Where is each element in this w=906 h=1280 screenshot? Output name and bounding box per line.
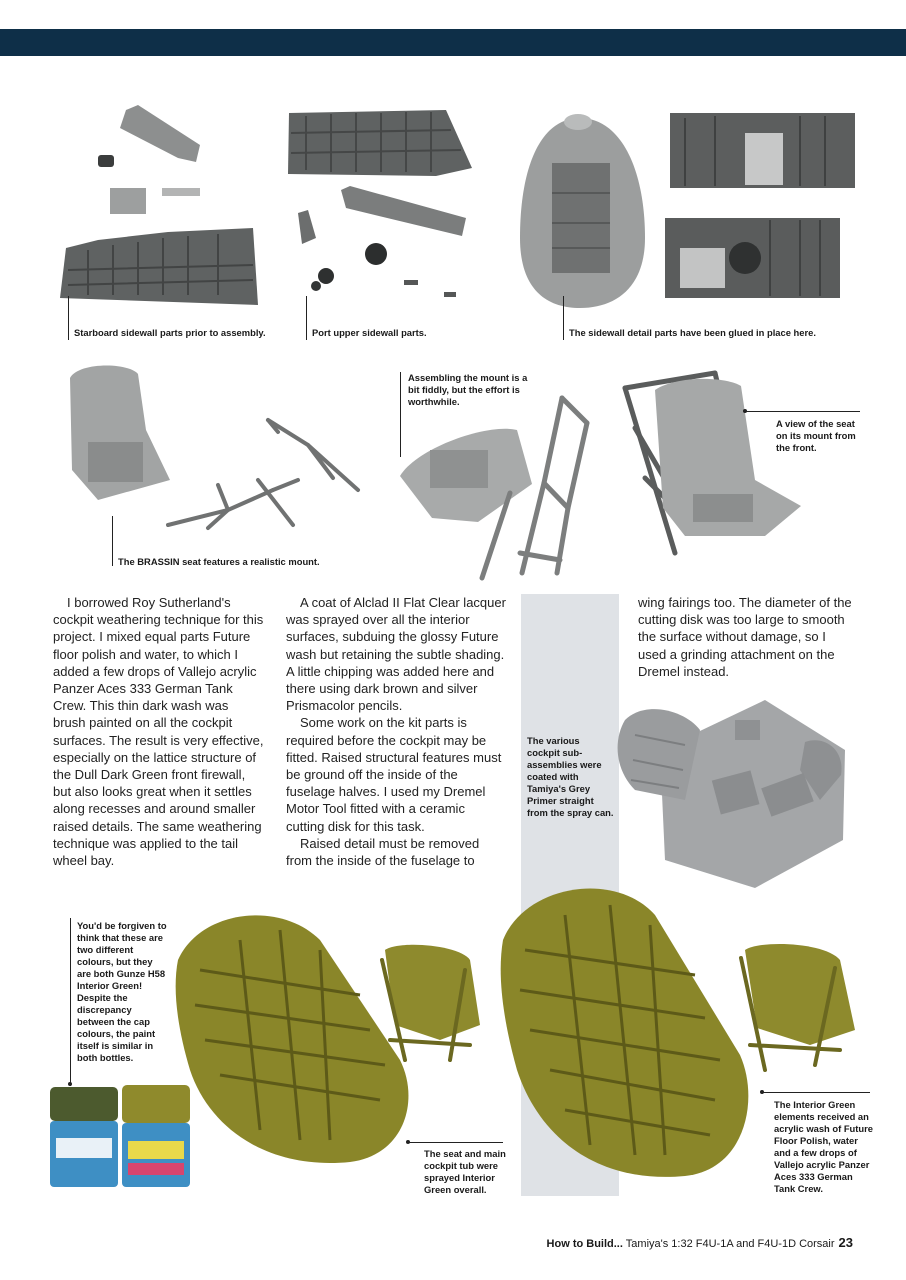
paragraph: A coat of Alclad II Flat Clear lacquer was sprayed over all the interior surfaces, subduing the glossy Future wash but retaining the subtle shading. A little chipping was added here and there using dark brown and silver Prismacolor pencils. xyxy=(286,595,506,714)
header-band xyxy=(0,29,906,56)
sidewall-glued-photo xyxy=(520,108,860,313)
footer-series: How to Build... xyxy=(546,1238,623,1250)
green-cockpit-left-photo xyxy=(170,900,485,1165)
caption-various: The various cockpit sub-assemblies were coated with Tamiya's Grey Primer straight from the spray can. xyxy=(527,735,614,818)
caption-brassin: The BRASSIN seat features a realistic mount. xyxy=(118,556,320,567)
paragraph: I borrowed Roy Sutherland's cockpit weathering technique for this project. I mixed equal parts Future floor polish and water, to which I added a few drops of Vallejo acrylic Panzer Aces 333 German Tank Crew. This thin dark wash was brush painted on all the cockpit surfaces. The result is very effective, especially on the lattice structure of the Dull Dark Green front firewall, but also looks great when it settles along recesses and around smaller raised details. The same weathering technique was applied to the tail wheel bay. xyxy=(53,595,264,869)
caption-sidewall: The sidewall detail parts have been glued in place here. xyxy=(569,327,816,338)
starboard-sidewall-photo xyxy=(58,100,263,310)
caption-starboard: Starboard sidewall parts prior to assembly. xyxy=(74,327,266,338)
paragraph: wing fairings too. The diameter of the cutting disk was too large to smooth the surface without damage, so I used a grinding attachment on the Dremel instead. xyxy=(638,595,852,679)
paragraph: Raised detail must be removed from the inside of the fuselage to xyxy=(286,835,480,869)
page-number: 23 xyxy=(838,1235,853,1250)
caption-port: Port upper sidewall parts. xyxy=(312,327,427,338)
seat-front-view-photo xyxy=(615,368,810,558)
caption-interior-green: The Interior Green elements received an acrylic wash of Future Floor Polish, water and a few drops of Vallejo acrylic Panzer Aces 333 German Tank Crew. xyxy=(774,1099,873,1194)
paragraph: Some work on the kit parts is required before the cockpit may be fitted. Raised structural features must be ground off the inside of the fuselage halves. I used my Dremel Motor Tool fitted with a ceramic cutting disk for this task. xyxy=(286,715,502,834)
brassin-seat-photo xyxy=(58,360,363,535)
text-column-2 xyxy=(286,594,506,869)
caption-assembling: Assembling the mount is a bit fiddly, but the effort is worthwhile. xyxy=(408,372,528,407)
footer-title: Tamiya's 1:32 F4U-1A and F4U-1D Corsair xyxy=(622,1238,835,1250)
seat-mount-assembly-photo xyxy=(392,388,604,583)
caption-view-front: A view of the seat on its mount from the front. xyxy=(776,418,856,453)
primed-subassemblies-photo xyxy=(605,690,845,890)
port-sidewall-photo xyxy=(286,108,476,308)
caption-forgiven: You'd be forgiven to think that these are two different colours, but they are both Gunze H58 Interior Green! Despite the discrepancy between the cap colours, the paint itself is similar in both bottles. xyxy=(77,920,167,1063)
text-column-3 xyxy=(638,594,853,680)
page-footer xyxy=(547,1235,853,1250)
text-column-1 xyxy=(53,594,264,869)
caption-seat-tub: The seat and main cockpit tub were sprayed Interior Green overall. xyxy=(424,1148,506,1195)
